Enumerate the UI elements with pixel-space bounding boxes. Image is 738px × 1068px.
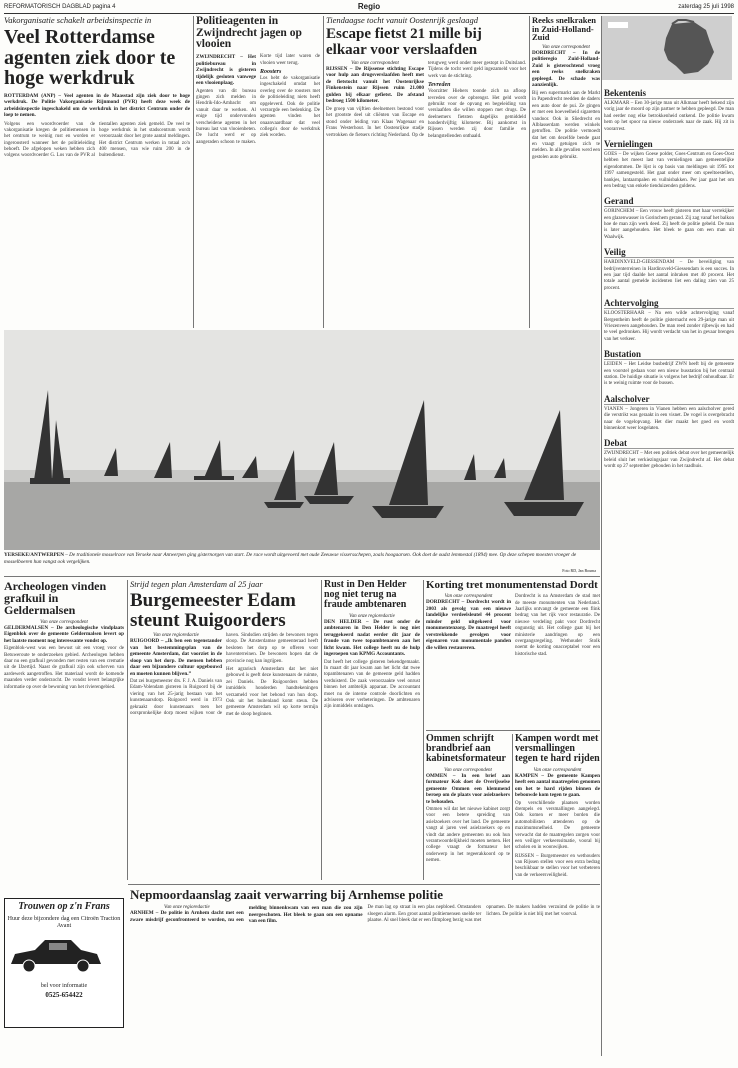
article-body: Volgens een woordvoerder van de vakorganisatie kregen de politiemensen in het centrum te weinig rust en worden er ingeroosterd wanneer het de politieleiding behoeft. De afgelopen weken hebben zich volgens woordvoerder G. Los van de PVR al tientallen agenten ziek gemeld. De veel te hoge werkdruk in het stadscentrum wordt veroorzaakt door het grote aantal meldingen. Het district Centrum werken in totaal zo'n 400 mensen, van wie ruim 200 in de buitendienst. — [4, 121, 190, 159]
article-lead: RUIGOORD – „Ik ben een tegenstander van het bestemmingsplan van de gemeente Amsterdam, dat voorziet in de sloop van het dorp. De mensen hebben daar een bijzondere cultuur opgebouwd en moeten kunnen blijven.” — [130, 638, 222, 677]
article-body: Ommen wil dat het nieuwe kabinet zorgt voor een betere spreiding van asielzoekers over het land. De gemeente vangt al jaren veel asielzoekers op en vindt dat andere gemeenten nu ook hun verantwoordelijkheid moeten nemen. Het college vraagt de formateur het onderwerp in het regeerakkoord op te nemen. — [426, 807, 510, 864]
article-subhead: Roosters — [260, 68, 282, 75]
article-body-2: RIJSSEN – Burgemeester en wethouders van Rijssen stellen voor een extra bedrag beschikbaar te stellen voor het verbeteren van de verkeersveiligheid. — [515, 853, 600, 878]
brief-title: Bustation — [604, 349, 734, 360]
article-lead: DORDRECHT – In de politieregio Zuid-Holland-Zuid is gisterochtend vroeg een reeks snelkraken gepleegd. De schade was aanzienlijk. — [532, 49, 600, 89]
article-body: Bij een supermarkt aan de Markt in Papendrecht reedden de daders een auto door de pui. Ze gingen er met een hoeveelheid sigaretten vandoor. Ook in Sliedrecht en Alblasserdam werden winkels getroffen. De politie vermoedt dat het om dezelfde bende gaat en vraagt getuigen zich te melden. In alle gevallen werd een gestolen auto gebruikt. — [532, 90, 600, 160]
column-rule — [529, 16, 530, 328]
advertisement — [4, 898, 124, 1028]
article-body: Op verschillende plaatsen worden drempels en versmallingen aangelegd. Ook komen er meer borden die automobilisten attenderen op de maximumsnelheid. De gemeente verwacht dat de maatregelen zorgen voor een veiliger verkeerssituatie, vooral bij scholen en in woonwijken. — [515, 800, 600, 851]
column-rule — [321, 580, 322, 880]
article-snelkraken — [532, 16, 600, 328]
article-subhead: Tevreden — [428, 82, 451, 89]
article-columns — [426, 594, 600, 658]
brief-body: ZWIJNDRECHT – Met een politiek debat over het gemeentelijk beleid sluit het verkiezingsjaar van Zwijndrecht af. Het debat wordt op 27 september gehouden in het raadhuis. — [604, 451, 734, 470]
section-title: Regio — [357, 2, 381, 11]
article-columns — [130, 633, 318, 718]
brief-title: Vernielingen — [604, 139, 734, 150]
brief-item — [604, 196, 734, 241]
sidebar-rule — [601, 16, 602, 1056]
brief-body: VIANEN – Jongeren in Vianen hebben een aalscholver gered die verstrikt was geraakt in een visnet. De vogel is overgebracht naar de vogelopvang. Het dier maakt het goed en wordt binnenkort weer losgelaten. — [604, 406, 734, 431]
article-kicker: Strijd tegen plan Amsterdam al 25 jaar — [130, 580, 263, 589]
article-lead: OMMEN – In een brief aan formateur Kok doet de Overijsselse gemeente Ommen een klemmend beroep om de plaats voor asielzoekers te behouden. — [426, 772, 510, 805]
article-lead: GELDERMALSEN – De archeologische vindplaats Eigenblok over de gemeente Geldermalsen levert op het laatste moment nog interessante vondst op. — [4, 624, 124, 644]
brief-item — [604, 349, 734, 388]
vintage-car-icon — [5, 934, 105, 974]
article-byline: Van onze correspondent — [533, 767, 582, 773]
brief-item — [604, 139, 734, 190]
ad-phone-number: 0525-654422 — [45, 990, 83, 999]
masthead — [4, 2, 734, 14]
article-kampen — [515, 734, 600, 880]
article-byline: Van onze correspondent — [444, 594, 493, 600]
column-rule — [323, 16, 324, 328]
ad-subtitle: Huur deze bijzondere dag een Citroën Traction Avant — [7, 916, 121, 930]
article-arnhem — [130, 888, 600, 1058]
brief-body: GOES – De wijken Goese polder, Goes-Centrum en Goes-Oost hebben het meest last van vernielingen aan gemeentelijke eigendommen. De lijst is op basis van meldingen uit 1995 tot 1997 samengesteld. Het gaat onder meer om speeltoestellen, bankjes, lantaarnpalen en vuilnisbakken. Per jaar gaat het om een bedrag van enkele tienduizenden guldens. — [604, 151, 734, 189]
article-body: De groep van vijftien deelnemers bestond voor het grootste deel uit cliënten van Escape en stond onder leiding van Klaas Wagenaar en Frans Westerhout. In het Oostenrijkse stadje vertrokken de fietsers richting Nederland. Op de terugweg werd onder meer gestopt in Duitsland. Tijdens de tocht werd geld ingezameld voor het werk van de stichting. — [326, 60, 526, 138]
sailing-boats-photo — [4, 330, 600, 550]
article-byline: Van onze regioredactie — [164, 905, 210, 911]
article-columns — [130, 905, 600, 925]
brief-body: ALKMAAR – Een 30-jarige man uit Alkmaar heeft bekend zijn vorig jaar de moord op zijn partner te hebben gepleegd. De man had eerder nog elke betrokkenheid ontkend. De politie kwam hem op het spoor na nieuw onderzoek naar de zaak. Hij zit in voorarrest. — [604, 101, 734, 132]
article-body: De man lag op straat in een plas nepbloed. Omstanders sloegen alarm. Een groot aantal politiemensen snelde ter plaatse. Al snel bleek dat er een filmploeg bezig was met opnamen. De makers hadden verzuimd de politie in te lichten. De politie is niet blij met het voorval. — [367, 905, 600, 924]
article-lead: ARNHEM – De politie in Arnhem dacht met een zware misdrijf geconfronteerd te worden, nu een melding binnenkwam van een man die zou zijn neergeschoten. Het bleek te gaan om een opname van een film. — [130, 905, 363, 925]
column-rule — [127, 580, 128, 880]
brief-title: Achtervolging — [604, 298, 734, 309]
article-byline: Van onze regioredactie — [349, 613, 395, 619]
article-escape — [326, 16, 526, 328]
region-map — [602, 16, 732, 80]
brief-title: Gerand — [604, 196, 734, 207]
brief-body: GORINCHEM – Een vrouw heeft gisteren met haar verrekijker een glazenwasser in Gorinchem gerand. Zij zag vanaf het balkon hoe de man zijn werk deed. Zij heeft de politie gebeld. De man is later aangehouden. Het bleek te gaan om een man uit Waalwijk. — [604, 209, 734, 240]
brief-body: KLOOSTERHAAR – Na een wilde achtervolging vanaf Bergentheim heeft de politie gisternacht een 29-jarige man uit Vriezenveen aangehouden. De man reed zonder rijbewijs en had te veel gedronken. Hij wordt verdacht van het in gevaar brengen van het verkeer. — [604, 311, 734, 342]
article-ruigoord — [130, 580, 318, 880]
article-headline: Kampen wordt met versmallingen tegen te hard rijden — [515, 734, 600, 765]
netherlands-map-icon — [602, 16, 732, 80]
article-headline: Nepmoordaanslag zaait verwarring bij Arnhemse politie — [130, 888, 444, 902]
article-zwijndrecht — [196, 16, 320, 328]
article-body-2: Voorzitter Hiebers toonde zich na afloop tevreden over de opbrengst. Het geld wordt gebruikt voor de opvang en begeleiding van verslaafden die willen stoppen met drugs. De deelnemers fietsten dagelijks gemiddeld honderdvijftig kilometer. Bij aankomst in Rijssen werden zij door familie en belangstellenden onthaald. — [428, 89, 526, 139]
article-archeologen — [4, 580, 124, 892]
article-body-2: Het agrarisch Amsterdam dat het niet gebouwd is geeft deze kunstenaars de ruimte, zei Daniels. De Ruigoorders hebben inmiddels honderden handtekeningen verzameld voor het behoud van hun dorp. Ook uit het buitenland komt steun. De gemeente Amsterdam wil op korte termijn met de sloop beginnen. — [226, 667, 318, 717]
article-body-2: Los hebt de vakorganisatie ingeschakeld omdat het overleg over de roosters met de politieleiding niets heeft opgeleverd. Ook de politie verzorgde een bedenking. De agenten vinden het onaanvaardbaar dat veel collega's door de werkdruk ziek worden. — [260, 75, 320, 139]
brief-item — [604, 88, 734, 133]
brief-title: Aalscholver — [604, 394, 734, 405]
article-headline: Escape fietst 21 mille bij elkaar voor verslaafden — [326, 26, 482, 58]
brief-item — [604, 438, 734, 470]
article-columns — [326, 61, 526, 140]
section-rule — [426, 730, 600, 731]
article-headline: Rust in Den Helder nog niet terug na fraude ambtenaren — [324, 580, 407, 611]
article-lead: RIJSSEN – De Rijssense stichting Escape voor hulp aan drugsverslaafden heeft met de fietstocht vanuit het Oostenrijkse Finkenstein naar Rijssen ruim 21.000 gulden bij elkaar gefietst. De afstand bedroeg 1500 kilometer. — [326, 65, 424, 105]
article-body: Dat heeft het college gisteren bekendgemaakt. In maart dit jaar kwam aan het licht dat twee topambtenaren van de gemeente geld hadden verduisterd. De zaak veroorzaakte veel onrust binnen het ambtelijk apparaat. De accountant moet nu de interne controle doorlichten en adviseren over verbeteringen. De ambtenaren zijn inmiddels ontslagen. — [324, 659, 420, 710]
article-lead: DEN HELDER – De rust onder de ambtenaren in Den Helder is nog niet teruggekeerd nadat eerder dit jaar de fraude van twee topambtenaren aan het licht kwam. Het college heeft nu de hulp ingeroepen van KPMG Accountants. — [324, 618, 420, 658]
article-byline: Van onze regioredactie — [153, 633, 199, 639]
article-dordt — [426, 580, 600, 728]
article-body: Agenten van dit bureau gingen zich melden in Hendrik-Ido-Ambacht om vanuit daar te werken. Al enige tijd ondervonden verscheidene agenten in het bureau last van vlooienbeten. De lucht werd er op aangeraden schoon te maken. Korte tijd later waren de vlooien weer terug. — [196, 54, 320, 145]
article-lead: ROTTERDAM (ANP) – Veel agenten in de Maasstad zijn ziek door te hoge werkdruk. De Politie Vakorganisatie Rijnmond (PVR) heeft deze week de arbeidsinspectie ingeschakeld om de werkdruk in het district Centrum onder de loep te nemen. — [4, 92, 190, 119]
article-headline: Burgemeester Edam steunt Ruigoorders — [130, 590, 296, 631]
sidebar-briefs — [604, 82, 734, 1062]
article-byline: Van onze correspondent — [40, 619, 88, 625]
brief-body: HARDINXVELD-GIESSENDAM – De beveiliging van bedrijventerreinen in Hardinxveld-Giessendam is een succes. In een jaar tijd daalde het aantal inbraken met 40 procent. Het totale aantal gemelde incidenten liet een daling zien van 25 procent. — [604, 260, 734, 291]
sailing-boats-image — [4, 330, 600, 550]
brief-title: Veilig — [604, 247, 734, 258]
article-body: Dordrecht is na Amsterdam de stad met de meeste monumenten van Nederland. Jaarlijks ontvangt de gemeente een flink bedrag van het rijk voor restauratie. De nieuwe verdeling pakt voor Dordrecht ongunstig uit. Het college gaat bij het ministerie aandringen op een overgangsregeling. Wethouder Stolk noemt de korting onacceptabel voor een historische stad. — [515, 594, 600, 657]
article-lead: DORDRECHT – Dordrecht wordt in 2003 als gevolg van een nieuwe landelijke verdeelsleutel 44 procent minder geld uitgekeerd voor monumentenzorg. De maatregel heeft verstrekkende gevolgen voor eigenaren van monumentale panden die willen restaureren. — [426, 599, 511, 651]
caption-label: YERSEKE/ANTWERPEN — [4, 552, 64, 558]
brief-title: Bekentenis — [604, 88, 734, 99]
column-rule — [423, 580, 424, 880]
article-ommen — [426, 734, 510, 880]
column-rule — [512, 734, 513, 880]
article-body: Dat zei burgemeester drs. F. J. A. Daniels van Edam-Volendam gisteren in Ruigoord bij de viering van het 25-jarig bestaan van het kunstenaarsdorp. Ruigoord werd in 1973 gekraakt door kunstenaars toen het oorspronkelijke dorp moest wijken voor de haven. Sindsdien strijden de bewoners tegen sloop. De Amsterdamse gemeenteraad heeft besloten het dorp op te offeren voor haventerreinen. De bewoners hopen dat de provincie nog kan ingrijpen. — [130, 633, 318, 717]
section-rule — [4, 576, 600, 577]
ad-title: Trouwen op z'n Frans — [18, 901, 110, 912]
article-headline: Veel Rotterdamse agenten ziek door te hoge werkdruk — [4, 26, 176, 90]
photo-caption — [4, 552, 600, 565]
column-rule — [193, 16, 194, 328]
brief-item — [604, 298, 734, 343]
brief-item — [604, 394, 734, 433]
section-rule — [128, 884, 600, 885]
article-body: Eigenblok-west was een bewust uit een vroeg voor de Betuweroute te onderzoeken gebied. Archeologen hebben daar nu een grafkuil gevonden met resten van een crematie uit de IJzertijd. Naast de grafkuil zijn ook scherven van aardewerk aangetroffen. Het materiaal wordt de komende maanden verder onderzocht. De vondst levert belangrijke informatie op over de bewoning van het rivierengebied. — [4, 646, 124, 690]
article-byline: Van onze correspondent — [351, 60, 399, 66]
article-headline: Korting tret monumentenstad Dordt — [426, 580, 598, 591]
article-headline: Reeks snelkraken in Zuid-Holland-Zuid — [532, 16, 596, 43]
article-columns — [196, 54, 320, 146]
article-rotterdam — [4, 16, 190, 328]
article-lead: KAMPEN – De gemeente Kampen heeft een aantal maatregelen genomen om het te hard rijden binnen de bebouwde kom tegen te gaan. — [515, 772, 600, 799]
photo-credit: Foto RD, Jan Bouma — [562, 568, 596, 573]
article-kicker: Tiendaagse tocht vanuit Oostenrijk geslaagd — [326, 16, 479, 25]
article-lead: ZWIJNDRECHT – Het politiebureau in Zwijndrecht is gisteren tijdelijk gesloten vanwege een vlooienplaag. — [196, 54, 256, 87]
article-byline: Van onze correspondent — [444, 767, 492, 773]
article-kicker: Vakorganisatie schakelt arbeidsinspectie in — [4, 16, 152, 25]
article-headline: Archeologen vinden grafkuil in Geldermalsen — [4, 580, 107, 618]
article-byline: Van onze correspondent — [542, 44, 590, 50]
brief-body: LEIDEN – Het Leidse busbedrijf ZWN heeft bij de gemeente een voorstel gedaan voor een nieuw busstation bij het centraal station. De huidige situatie is volgens het bedrijf onhoudbaar. Er is te weinig ruimte voor de bussen. — [604, 362, 734, 387]
ad-phone-label: bel voor informatie — [40, 983, 88, 990]
masthead-left: REFORMATORISCH DAGBLAD pagina 4 — [4, 4, 116, 10]
caption-text: – De traditionele mosselrace van Yerseke naar Antwerpen ging gisternorgen van start. De race wordt uitgevoerd met oude Zeeuwse vissersschepen, zoals hoogaarsen. Ook doet de oudst lemmestal (1894) mee. Op deze schepen moesten vroeger de mosselboeren hun vangst ook vergelijken. — [4, 552, 577, 565]
masthead-date: zaterdag 25 juli 1998 — [678, 4, 734, 10]
brief-title: Debat — [604, 438, 734, 449]
article-den-helder — [324, 580, 420, 880]
brief-item — [604, 247, 734, 292]
article-headline: Politieagenten in Zwijndrecht jagen op vlooien — [196, 16, 302, 51]
article-headline: Ommen schrijft brandbrief aan kabinetsformateur — [426, 734, 506, 765]
